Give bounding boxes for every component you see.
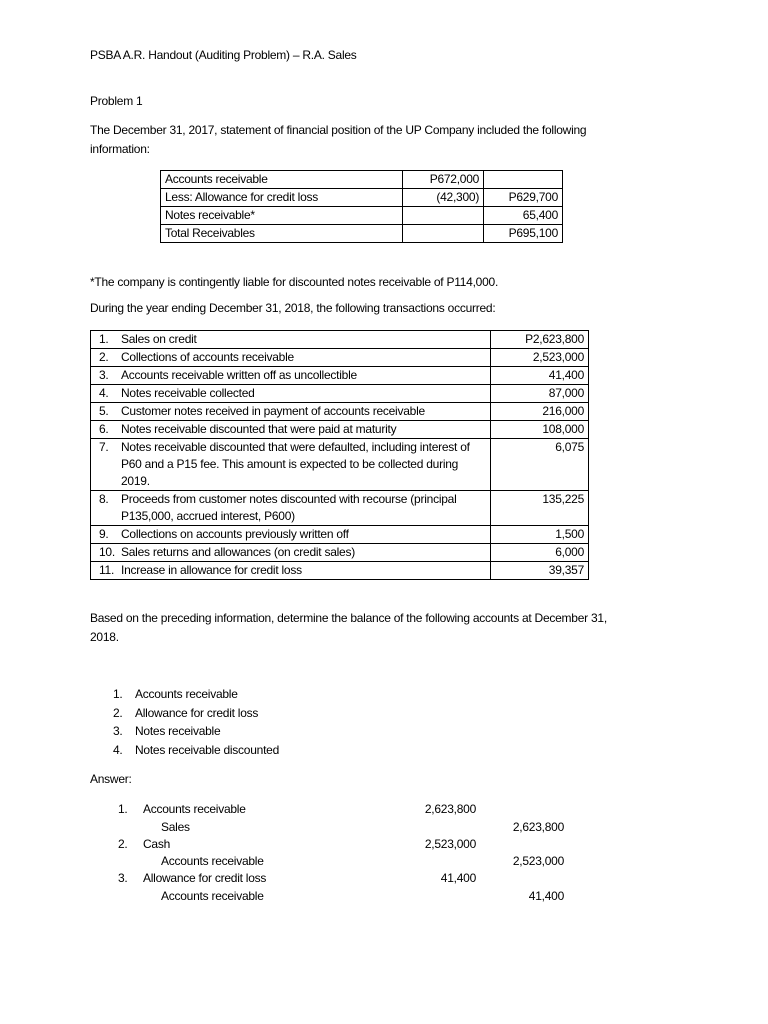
transactions-intro: During the year ending December 31, 2018, the following transactions occurred: <box>90 301 496 315</box>
transaction-number: 9. <box>99 527 109 541</box>
transaction-number: 5. <box>99 404 109 418</box>
balance-label: Accounts receivable <box>161 171 403 189</box>
transaction-number: 2. <box>99 350 109 364</box>
transaction-text: Collections on accounts previously written off <box>121 527 349 541</box>
journal-debit-amount: 2,523,000 <box>424 836 476 851</box>
transaction-number: 7. <box>99 440 109 454</box>
footnote: *The company is contingently liable for discounted notes receivable of P114,000. <box>90 275 499 289</box>
transaction-number: 8. <box>99 492 109 506</box>
transaction-number: 3. <box>99 368 109 382</box>
journal-debit-amount: 2,623,800 <box>424 802 476 816</box>
journal-number: 3. <box>118 871 128 885</box>
journal-debit-amount: 41,400 <box>440 871 476 885</box>
transaction-cell <box>91 367 491 385</box>
intro-text: The December 31, 2017, statement of financial position of the UP Company included the following <box>90 123 587 137</box>
transaction-cell <box>91 544 491 562</box>
transaction-amount: 216,000 <box>490 403 588 421</box>
transaction-amount: 108,000 <box>490 421 588 439</box>
transaction-row <box>91 544 589 562</box>
transaction-text: Notes receivable discounted that were paid at maturity <box>121 422 397 436</box>
transaction-cell <box>91 562 491 580</box>
transaction-number: 10. <box>99 545 115 559</box>
transaction-cell <box>91 421 491 439</box>
transaction-amount: P2,623,800 <box>490 331 588 349</box>
journal-credit-account: Accounts receivable <box>161 888 264 903</box>
balance-amount: P672,000 <box>403 171 484 189</box>
transaction-amount: 1,500 <box>490 526 588 544</box>
journal-credit-amount: 41,400 <box>528 888 564 903</box>
balance-row <box>161 207 563 225</box>
intro-text-cont: information: <box>90 142 150 156</box>
transaction-amount: 39,357 <box>490 562 588 580</box>
transaction-amount: 41,400 <box>490 367 588 385</box>
balance-total: P695,100 <box>484 225 563 243</box>
balance-row <box>161 189 563 207</box>
transaction-row <box>91 385 589 403</box>
list-item: Notes receivable <box>135 724 221 738</box>
transaction-text: Customer notes received in payment of accounts receivable <box>121 404 425 418</box>
transaction-row <box>91 562 589 580</box>
transaction-row <box>91 367 589 385</box>
transaction-row <box>91 349 589 367</box>
list-item: Notes receivable discounted <box>135 743 280 757</box>
transaction-amount: 2,523,000 <box>490 349 588 367</box>
transactions-table <box>90 330 589 580</box>
transaction-text: Notes receivable discounted that were defaulted, including interest of P60 and a P15 fee. This amount is expected to be collected during 2019. <box>121 440 470 488</box>
transaction-text: Increase in allowance for credit loss <box>121 563 302 577</box>
transaction-row <box>91 526 589 544</box>
document-title: PSBA A.R. Handout (Auditing Problem) – R.A. Sales <box>90 48 357 62</box>
balance-label: Notes receivable* <box>161 207 403 225</box>
transaction-text: Collections of accounts receivable <box>121 350 294 364</box>
transaction-row <box>91 439 589 491</box>
transaction-text: Proceeds from customer notes discounted with recourse (principal P135,000, accrued interest, P600) <box>121 492 457 523</box>
balance-total: P629,700 <box>484 189 563 207</box>
transaction-text: Sales returns and allowances (on credit sales) <box>121 545 355 559</box>
transaction-amount: 135,225 <box>490 491 588 526</box>
question-text: Based on the preceding information, determine the balance of the following accounts at December 31, <box>90 611 607 625</box>
balance-table <box>160 170 563 243</box>
journal-number: 2. <box>118 836 128 851</box>
balance-row <box>161 171 563 189</box>
journal-number: 1. <box>118 802 128 816</box>
transaction-cell <box>91 439 491 491</box>
transaction-cell <box>91 403 491 421</box>
list-number: 1. <box>113 687 123 701</box>
transaction-row <box>91 331 589 349</box>
question-text-cont: 2018. <box>90 630 119 644</box>
list-number: 2. <box>113 706 123 720</box>
journal-debit-account: Allowance for credit loss <box>143 871 267 885</box>
balance-amount <box>403 207 484 225</box>
journal-credit-account: Sales <box>161 819 190 834</box>
balance-amount: (42,300) <box>403 189 484 207</box>
transaction-number: 1. <box>99 332 109 346</box>
problem-heading: Problem 1 <box>90 94 143 108</box>
list-number: 4. <box>113 743 123 757</box>
transaction-cell <box>91 526 491 544</box>
journal-credit-account: Accounts receivable <box>161 854 264 868</box>
list-item: Accounts receivable <box>135 687 238 701</box>
balance-label: Total Receivables <box>161 225 403 243</box>
balance-total <box>484 171 563 189</box>
balance-label: Less: Allowance for credit loss <box>161 189 403 207</box>
balance-row <box>161 225 563 243</box>
balance-amount <box>403 225 484 243</box>
transaction-text: Accounts receivable written off as uncollectible <box>121 368 357 382</box>
transaction-cell <box>91 491 491 526</box>
transaction-text: Notes receivable collected <box>121 386 255 400</box>
journal-credit-amount: 2,523,000 <box>512 854 564 868</box>
journal-credit-amount: 2,623,800 <box>512 819 564 834</box>
transaction-cell <box>91 331 491 349</box>
journal-debit-account: Accounts receivable <box>143 802 246 816</box>
balance-total: 65,400 <box>484 207 563 225</box>
list-item: Allowance for credit loss <box>135 706 259 720</box>
transaction-row <box>91 403 589 421</box>
transaction-text: Sales on credit <box>121 332 197 346</box>
answer-heading: Answer: <box>90 772 132 786</box>
journal-debit-account: Cash <box>143 836 171 851</box>
transaction-amount: 87,000 <box>490 385 588 403</box>
transaction-amount: 6,000 <box>490 544 588 562</box>
transaction-row <box>91 421 589 439</box>
transaction-number: 11. <box>99 563 115 577</box>
transaction-row <box>91 491 589 526</box>
transaction-amount: 6,075 <box>490 439 588 491</box>
transaction-cell <box>91 349 491 367</box>
transaction-number: 4. <box>99 386 109 400</box>
list-number: 3. <box>113 724 123 738</box>
transaction-number: 6. <box>99 422 109 436</box>
transaction-cell <box>91 385 491 403</box>
